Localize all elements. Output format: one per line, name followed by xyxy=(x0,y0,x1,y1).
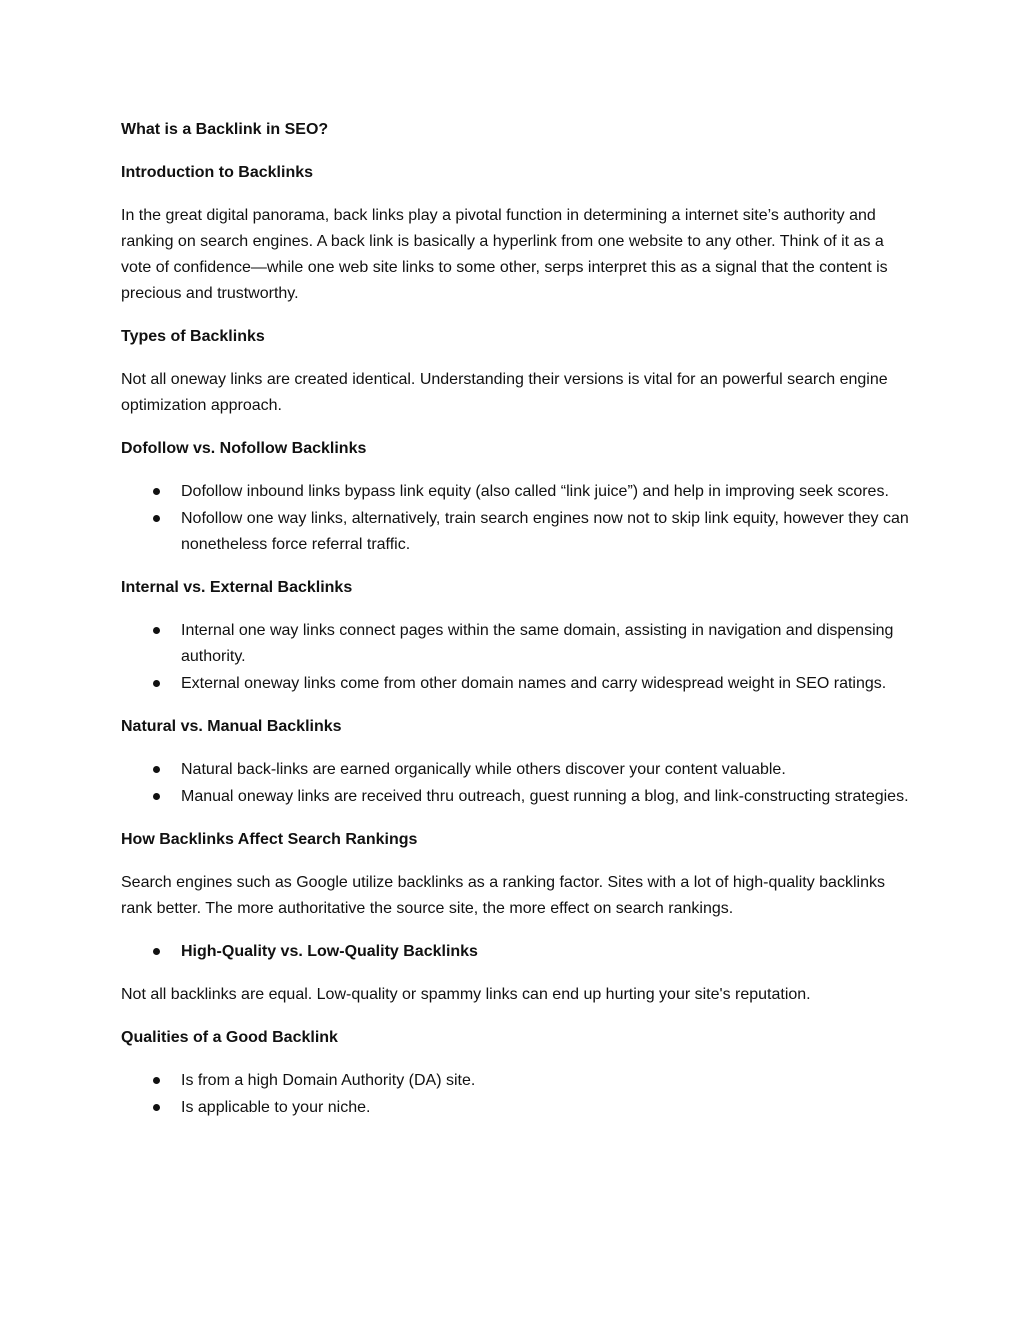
bullet-list-quality xyxy=(121,939,911,965)
bullet-icon xyxy=(153,680,160,687)
section-heading-internal-external: Internal vs. External Backlinks xyxy=(121,579,353,596)
list-item xyxy=(121,784,911,810)
paragraph-search-rankings: Search engines such as Google utilize backlinks as a ranking factor. Sites with a lot of high-quality backlinks rank better. The more authoritative the source site, the more effect on search rankings. xyxy=(121,874,885,917)
bullet-icon xyxy=(153,515,160,522)
paragraph-introduction: In the great digital panorama, back links play a pivotal function in determining a internet site’s authority and ranking on search engines. A back link is basically a hyperlink from one website to any other. Think of it as a vote of confidence—while one web site links to some other, serps interpret this as a signal that the content is precious and trustworthy. xyxy=(121,207,888,302)
list-item-text: Internal one way links connect pages within the same domain, assisting in navigation and dispensing authority. xyxy=(181,622,894,665)
bullet-icon xyxy=(153,627,160,634)
paragraph-quality: Not all backlinks are equal. Low-quality or spammy links can end up hurting your site's reputation. xyxy=(121,986,811,1003)
list-item xyxy=(121,671,911,697)
section-heading-search-rankings: How Backlinks Affect Search Rankings xyxy=(121,831,418,848)
section-heading-introduction: Introduction to Backlinks xyxy=(121,164,314,181)
list-item xyxy=(121,618,911,670)
list-item xyxy=(121,1095,911,1121)
paragraph-types: Not all oneway links are created identical. Understanding their versions is vital for an powerful search engine optimization approach. xyxy=(121,371,888,414)
list-item xyxy=(121,1068,911,1094)
bullet-list-internal-external xyxy=(121,618,911,697)
bullet-list-qualities xyxy=(121,1068,911,1121)
section-heading-qualities: Qualities of a Good Backlink xyxy=(121,1029,338,1046)
list-item xyxy=(121,479,911,505)
list-item-text: High-Quality vs. Low-Quality Backlinks xyxy=(181,943,478,960)
bullet-icon xyxy=(153,1077,160,1084)
list-item-text: Natural back-links are earned organically while others discover your content valuable. xyxy=(181,761,786,778)
bullet-icon xyxy=(153,488,160,495)
document-page xyxy=(121,117,911,1138)
list-item xyxy=(121,939,911,965)
list-item-text: Is applicable to your niche. xyxy=(181,1099,371,1116)
section-heading-dofollow-nofollow: Dofollow vs. Nofollow Backlinks xyxy=(121,440,367,457)
list-item-text: Is from a high Domain Authority (DA) site. xyxy=(181,1072,476,1089)
list-item-text: External oneway links come from other domain names and carry widespread weight in SEO ratings. xyxy=(181,675,887,692)
document-title: What is a Backlink in SEO? xyxy=(121,121,329,138)
bullet-list-natural-manual xyxy=(121,757,911,810)
list-item-text: Nofollow one way links, alternatively, train search engines now not to skip link equity, however they can nonetheless force referral traffic. xyxy=(181,510,909,553)
list-item-text: Dofollow inbound links bypass link equity (also called “link juice”) and help in improving seek scores. xyxy=(181,483,889,500)
bullet-list-dofollow-nofollow xyxy=(121,479,911,558)
bullet-icon xyxy=(153,948,160,955)
list-item xyxy=(121,757,911,783)
bullet-icon xyxy=(153,1104,160,1111)
section-heading-natural-manual: Natural vs. Manual Backlinks xyxy=(121,718,342,735)
section-heading-types: Types of Backlinks xyxy=(121,328,265,345)
list-item-text: Manual oneway links are received thru outreach, guest running a blog, and link-constructing strategies. xyxy=(181,788,909,805)
list-item xyxy=(121,506,911,558)
bullet-icon xyxy=(153,793,160,800)
bullet-icon xyxy=(153,766,160,773)
